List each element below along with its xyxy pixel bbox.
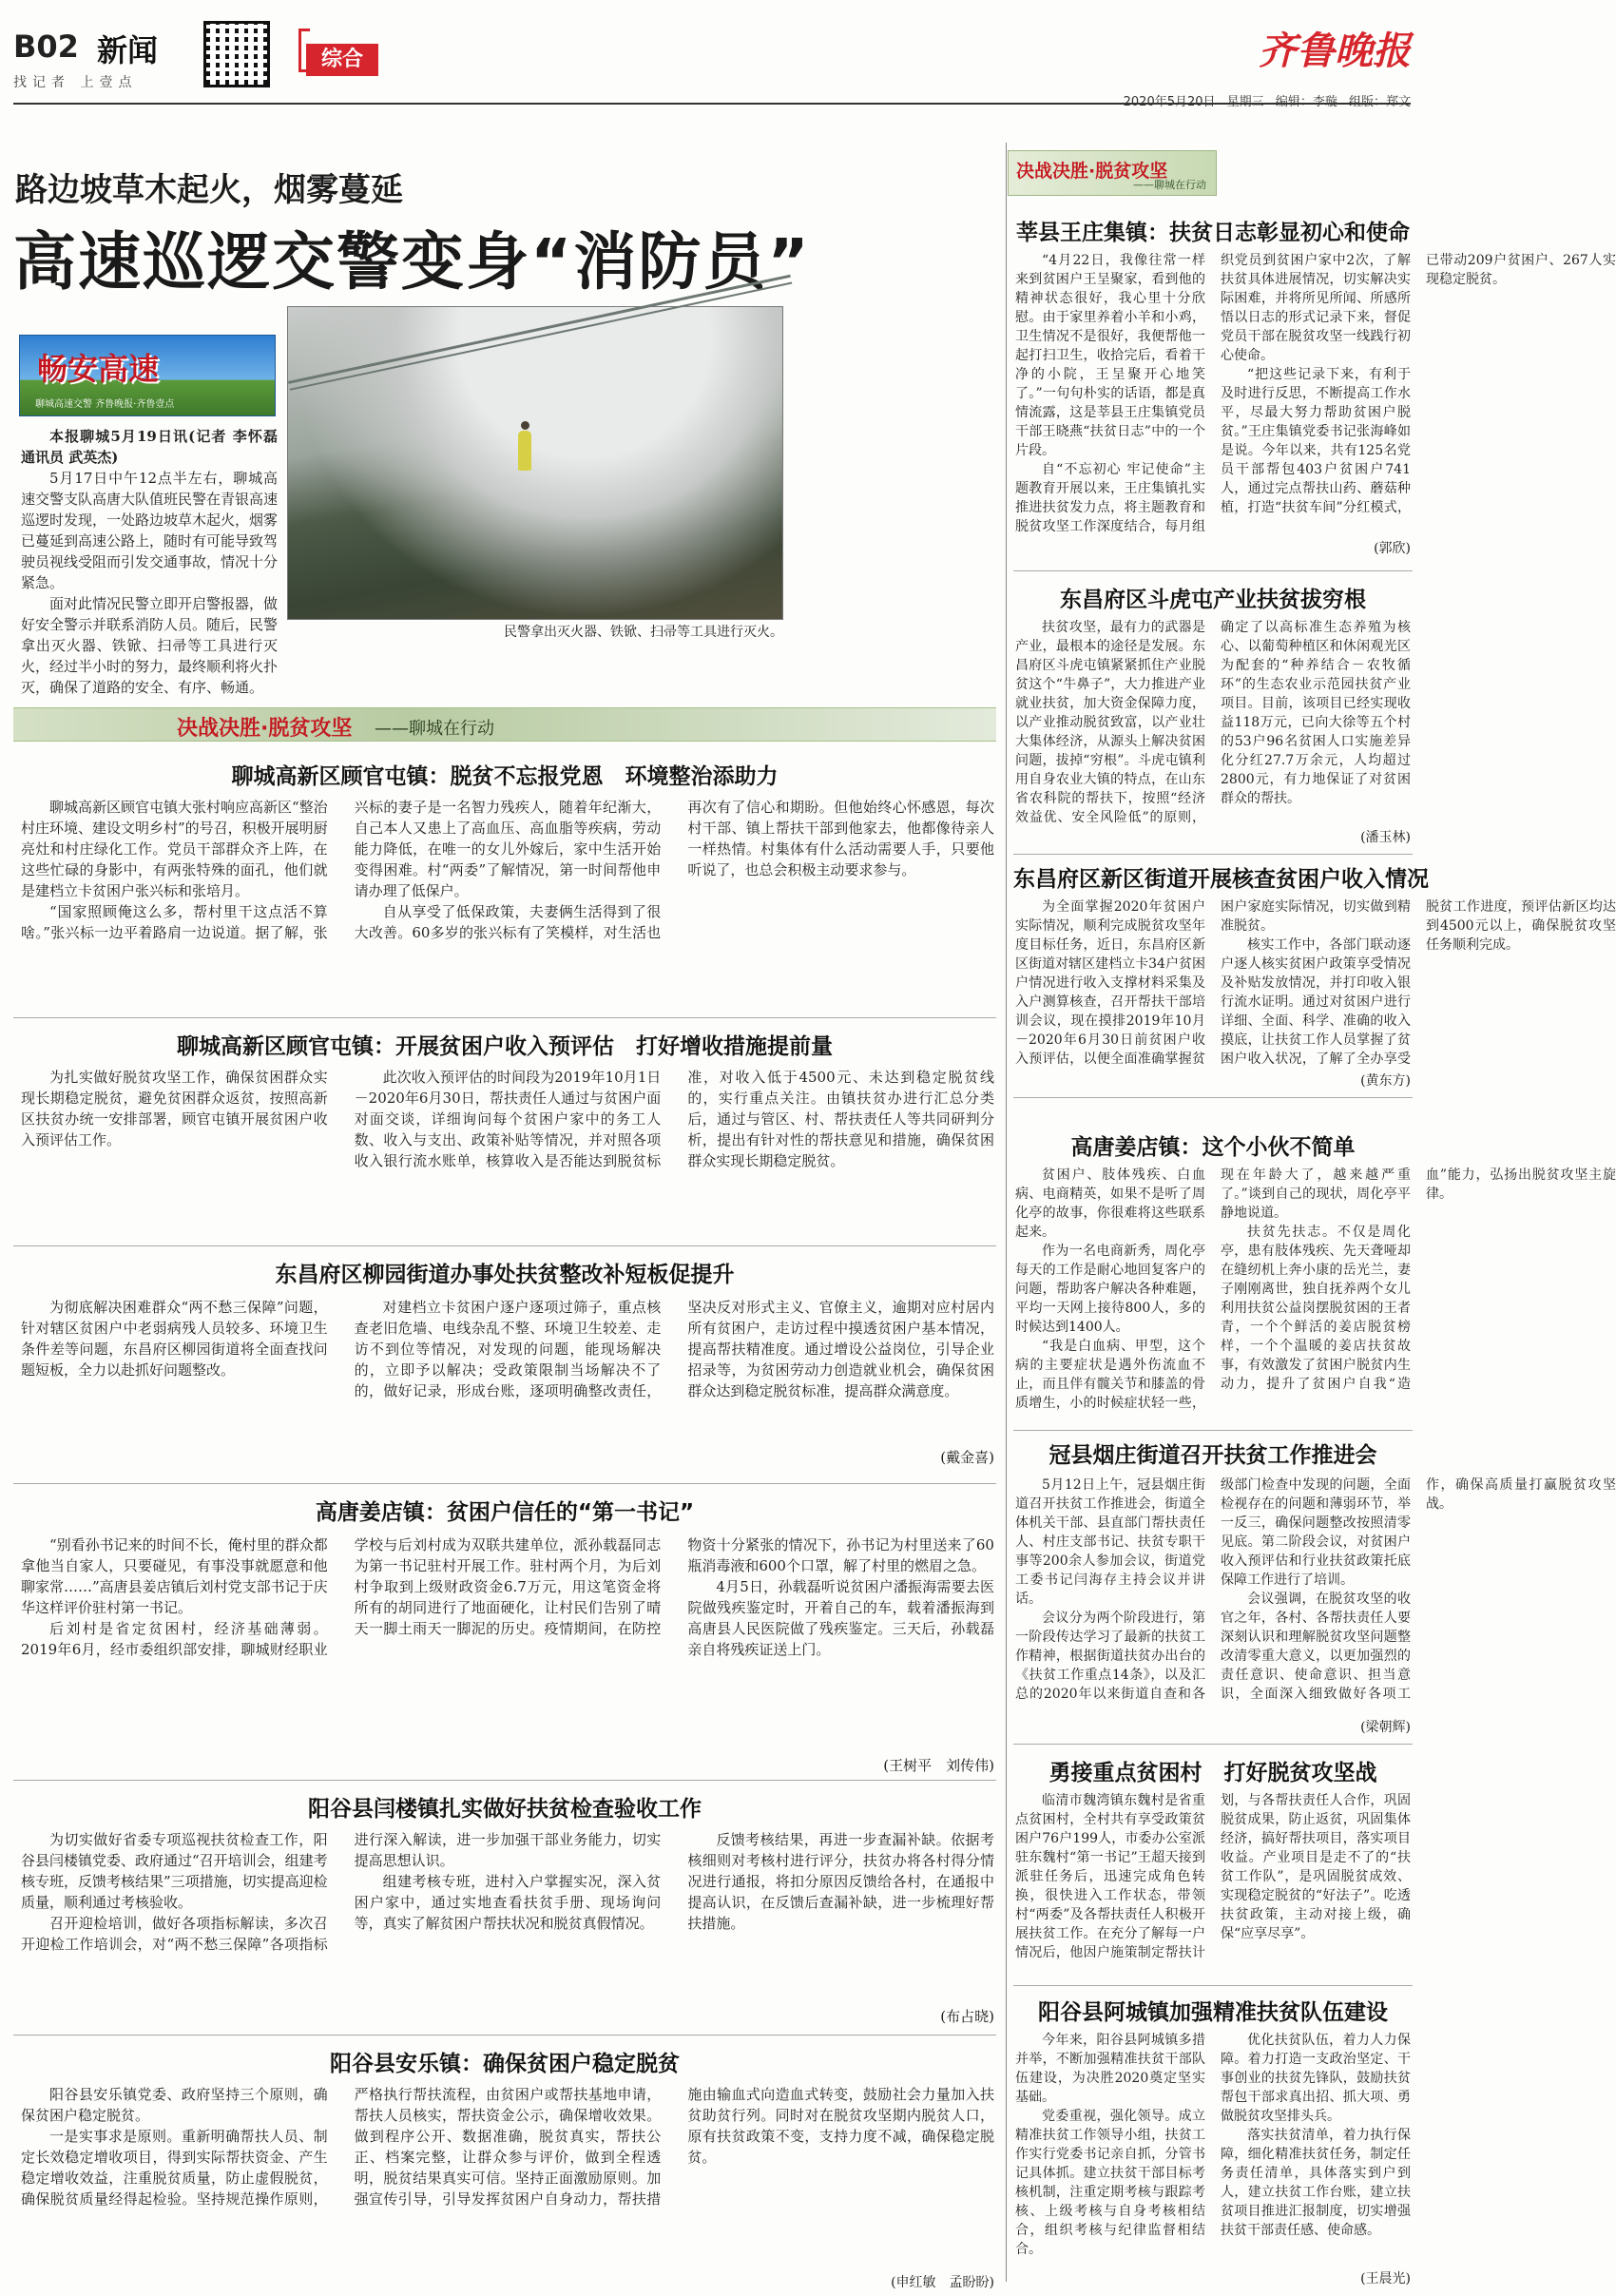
article-paragraph: “我是白血病、甲型，这个病的主要症状是遇外伤流血不止，而且伴有髋关节和膝盖的骨质增生，小的时候症状轻一些，现在年龄大了，越来越严重了。”谈到自己的现状，周化亭平静地说道。	[1015, 1167, 1411, 1411]
article-title: 东昌府区柳园街道办事处扶贫整改补短板促提升	[275, 1263, 735, 1287]
qr-code-icon	[203, 21, 270, 87]
article-paragraph: 为扎实做好脱贫攻坚工作，确保贫困群众实现长期稳定脱贫，避免贫困群众返贫，按照高新区扶贫办统一安排部署，顾官屯镇开展贫困户收入预评估工作。	[21, 1069, 328, 1148]
article-paragraph: 自“不忘初心 牢记使命”主题教育开展以来，王庄集镇扎实推进扶贫发力点，将主题教育和脱贫攻坚工作深度结合，每月组织党员到贫困户家中2次，了解扶贫具体进展情况，切实解决实际困难，并将所见所闻、所感所悟以日志的形式记录下来，督促党员干部在脱贫攻坚一线践行初心使命。	[1015, 253, 1411, 534]
category-tag: 综合	[306, 44, 378, 76]
article-author: (黄东方)	[1360, 1073, 1411, 1089]
section-rule	[1013, 1430, 1413, 1431]
lead-byline: 本报聊城5月19日讯(记者 李怀磊 通讯员 武英杰)	[21, 428, 278, 466]
article-title: 勇接重点贫困村 打好脱贫攻坚战	[1048, 1761, 1377, 1785]
article-paragraph: 此次收入预评估的时间段为2019年10月1日－2020年6月30日，帮扶责任人通过与贫困户面对面交谈，详细询问每个贫困户家中的务工人数、收入与支出、政策补贴等情况，并对照各项收入银行流水账单，核算收入是否能达到脱贫标准，对收入低于4500元、未达到稳定脱贫线的，实行重点关注。由镇扶贫办进行汇总分类后，通过与管区、村、帮扶责任人等共同研判分析，提出有针对性的帮扶意见和措施，确保贫困群众实现长期稳定脱贫。	[354, 1069, 994, 1169]
article-paragraph: 一是实事求是原则。重新明确帮扶人员、制定长效稳定增收项目，得到实际帮扶资金、产生稳定增收效益，注重脱贫质量，防止虚假脱贫，确保脱贫质量经得起检验。坚持规范操作原则，严格执行帮扶流程，由贫困户或帮扶基地申请，帮扶人员核实，帮扶资金公示，确保增收效果。做到程序公开、数据准确，脱贫真实，帮扶公正、档案完整，让群众参与评价，做到全程透明，脱贫结果真实可信。坚持正面激励原则。加强宣传引导，引导发挥贫困户自身动力，帮扶措施由输血式向造血式转变，鼓励社会力量加入扶贫助贫行列。同时对在脱贫攻坚期内脱贫人口，原有扶贫政策不变，支持力度不减，确保稳定脱贫。	[21, 2086, 994, 2208]
lead-body-col1	[21, 426, 278, 696]
article-title: 冠县烟庄街道召开扶贫工作推进会	[1048, 1443, 1377, 1468]
column-logo	[19, 335, 276, 416]
issue-meta	[1124, 91, 1411, 109]
masthead-logo: 齐鲁晚报	[1259, 29, 1411, 73]
article-author: (梁朝辉)	[1360, 1720, 1411, 1735]
article-paragraph: “国家照顾俺这么多，帮村里干这点活不算啥。”张兴标一边平着路肩一边说道。据了解，张兴标的妻子是一名智力残疾人，随着年纪渐大，自己本人又患上了高血压、高血脂等疾病，劳动能力降低，在唯一的女儿外嫁后，家中生活开始变得困难。村“两委”了解情况，第一时间帮他申请办理了低保户。	[21, 799, 662, 941]
article-author: (王晨光)	[1360, 2271, 1411, 2286]
section-motto: 找记者 上壹点	[13, 75, 138, 90]
section-rule	[13, 1483, 996, 1484]
article-body	[21, 1534, 994, 1755]
section-rule	[1013, 1097, 1413, 1098]
article-paragraph: 后刘村是省定贫困村，经济基础薄弱。2019年6月，经市委组织部安排，聊城财经职业学校与后刘村成为双联共建单位，派孙载磊同志为第一书记驻村开展工作。驻村两个月，为后刘村争取到上级财政资金6.7万元，用这笔资金将所有的胡同进行了地面硬化，让村民们告别了晴天一脚土雨天一脚泥的历史。疫情期间，在防控物资十分紧张的情况下，孙书记为村里送来了60瓶消毒液和600个口罩，解了村里的燃眉之急。	[21, 1536, 994, 1658]
header-rule	[13, 103, 1411, 105]
article-paragraph: 对建档立卡贫困户逐户逐项过筛子，重点核查老旧危墙、电线杂乱不整、环境卫生较差、走访不到位等情况，对发现的问题，能现场解决的，立即予以解决；受政策限制当场解决不了的，做好记录，形成台账，逐项明确整改责任，坚决反对形式主义、官僚主义，逾期对应村居内所有贫困户，走访过程中摸透贫困户基本情况，提高帮扶精准度。通过增设公益岗位，引导企业招录等，为贫困劳动力创造就业机会，确保贫困群众达到稳定脱贫标准，提高群众满意度。	[354, 1299, 994, 1399]
article-body	[1015, 618, 1411, 829]
article-paragraph: 落实扶贫清单，着力执行保障，细化精准扶贫任务，制定任务责任清单，具体落实到户到人，建立扶贫工作台账，建立扶贫项目推进汇报制度，切实增强扶贫干部责任感、使命感。	[1221, 2128, 1411, 2238]
article-body	[21, 1829, 994, 2004]
article-paragraph: 今年来，阳谷县阿城镇多措并举，不断加强精准扶贫干部队伍建设，为决胜2020奠定坚实基础。	[1015, 2033, 1205, 2105]
article-paragraph: 4月5日，孙载磊听说贫困户潘振海需要去医院做残疾鉴定时，开着自己的车，载着潘振海到高唐县人民医院做了残疾鉴定。三天后，孙载磊亲自将残疾证送上门。	[687, 1578, 994, 1658]
article-paragraph: 会议分为两个阶段进行，第一阶段传达学习了最新的扶贫工作精神，根据街道扶贫办出台的《扶贫工作重点14条》，以及汇总的2020年以来街道自查和各级部门检查中发现的问题，全面检视存在的问题和薄弱环节，举一反三，确保问题整改按照清零见底。第二阶段会议，对贫困户收入预评估和行业扶贫政策托底保障工作进行了培训。	[1015, 1477, 1411, 1702]
article-paragraph: 聊城高新区顾官屯镇大张村响应高新区“整治村庄环境、建设文明乡村”的号召，积极开展明厨亮灶和村庄绿化工作。党员干部群众齐上阵，在这些忙碌的身影中，有两张特殊的面孔，他们就是建档立卡贫困户张兴标和张培月。	[21, 799, 328, 899]
banner-subtitle: ——聊城在行动	[375, 719, 494, 739]
article-paragraph: 扶贫先扶志。不仅是周化亭，患有肢体残疾、先天聋哑却在缝纫机上奔小康的岳光兰，妻子刚刚离世，独自抚养两个女儿利用扶贫公益岗摆脱贫困的王者青，一个个鲜活的姜店脱贫榜样，一个个温暖的姜店扶贫故事，有效激发了贫困户脱贫内生动力，提升了贫困户自我“造血”能力，弘扬出脱贫攻坚主旋律。	[1221, 1167, 1616, 1392]
article-body	[21, 797, 994, 1008]
article-author: (戴金喜)	[940, 1449, 994, 1466]
article-body	[21, 1297, 994, 1447]
banner-title: 决战决胜·脱贫攻坚	[177, 717, 353, 741]
article-title: 聊城高新区顾官屯镇：脱贫不忘报党恩 环境整治添助力	[231, 764, 779, 789]
article-paragraph: 反馈考核结果，再进一步查漏补缺。依据考核细则对考核村进行评分，扶贫办将各村得分情况进行通报，将扣分原因反馈给各村，在通报中提高认识，在反馈后查漏补缺，进一步梳理好帮扶措施。	[687, 1831, 994, 1932]
article-paragraph: 会议强调，在脱贫攻坚的收官之年，各村、各帮扶责任人要深刻认识和理解脱贫攻坚问题整改清零重大意义，以更加强烈的责任意识、使命意识、担当意识，全面深入细致做好各项工作，确保高质量打赢脱贫攻坚战。	[1221, 1477, 1616, 1702]
article-paragraph: 为全面掌握2020年贫困户实际情况，顺利完成脱贫攻坚年度目标任务，近日，东昌府区新区街道对辖区建档立卡34户贫困户情况进行收入支撑材料采集及入户测算核查，召开帮扶干部培训会议，现在摸排2019年10月－2020年6月30日前贫困户收入预评估，以便全面准确掌握贫困户家庭实际情况，切实做到精准脱贫。	[1015, 899, 1411, 1067]
article-body	[1015, 251, 1616, 538]
article-paragraph: 为切实做好省委专项巡视扶贫检查工作，阳谷县闫楼镇党委、政府通过“召开培训会，组建考核专班，反馈考核结果”三项措施，切实提高迎检质量，顺利通过考核验收。	[21, 1831, 328, 1911]
article-title: 阳谷县安乐镇：确保贫困户稳定脱贫	[330, 2052, 680, 2076]
section-rule	[13, 1780, 996, 1781]
lead-kicker: 路边坡草木起火，烟雾蔓延	[15, 171, 403, 209]
article-paragraph: 召开迎检培训，做好各项指标解读，多次召开迎检工作培训会，对“两不愁三保障”各项指标进行深入解读，进一步加强干部业务能力，切实提高思想认识。	[21, 1831, 662, 1953]
column-logo-sub: 聊城高速交警 齐鲁晚报·齐鲁壹点	[35, 399, 175, 410]
article-author: (申红敏 孟盼盼)	[891, 2275, 994, 2290]
section-rule	[13, 1245, 996, 1246]
article-title: 高唐姜店镇：这个小伙不简单	[1070, 1135, 1356, 1160]
section-rule	[13, 2035, 996, 2036]
article-paragraph: 核实工作中，各部门联动逐户逐人核实贫困户政策享受情况及补贴发放情况，并打印收入银行流水证明。通过对贫困户进行详细、全面、科学、准确的收入摸底，让扶贫工作人员掌握了贫困户收入状况，了解了全办享受脱贫工作进度，预评估新区均达到4500元以上，确保脱贫攻坚任务顺利完成。	[1221, 899, 1616, 1067]
article-body	[21, 1067, 994, 1240]
section-rule	[1013, 570, 1413, 571]
photo-caption: 民警拿出灭火器、铁锨、扫帚等工具进行灭火。	[504, 625, 783, 640]
article-body	[1015, 1166, 1616, 1424]
article-paragraph: 阳谷县安乐镇党委、政府坚持三个原则，确保贫困户稳定脱贫。	[21, 2086, 328, 2124]
section-rule	[13, 1017, 996, 1018]
article-body	[1015, 897, 1616, 1071]
article-paragraph: 自从享受了低保政策，夫妻俩生活得到了很大改善。60多岁的张兴标有了笑模样，对生活也再次有了信心和期盼。但他始终心怀感恩，每次村干部、镇上帮扶干部到他家去，他都像待亲人一样热情。村集体有什么活动需要人手，只要他听说了，也总会积极主动要求参与。	[354, 799, 994, 941]
section-rule	[1013, 1744, 1413, 1745]
article-title: 阳谷县阿城镇加强精准扶贫队伍建设	[1038, 2000, 1388, 2025]
section-rule	[1013, 1985, 1413, 1986]
article-paragraph: “4月22日，我像往常一样来到贫困户王呈聚家，看到他的精神状态很好，我心里十分欣慰。由于家里养着小羊和小鸡，卫生情况不是很好，我便帮他一起打扫卫生，收拾完后，看着干净的小院，王呈聚开心地笑了。”一句句朴实的话语，都是真情流露，这是莘县王庄集镇党员干部王晓燕“扶贫日志”中的一个片段。	[1015, 253, 1205, 458]
article-paragraph: 党委重视，强化领导。成立精准扶贫工作领导小组，扶贫工作实行党委书记亲自抓，分管书记具体抓。建立扶贫干部目标考核机制，注重定期考核与跟踪考核、上级考核与自身考核相结合，组织考核与纪律监督相结合。	[1015, 2109, 1205, 2257]
article-title: 莘县王庄集镇：扶贫日志彰显初心和使命	[1016, 221, 1410, 245]
article-body	[1015, 1476, 1616, 1715]
article-paragraph: 为彻底解决困难群众“两不愁三保障”问题，针对辖区贫困户中老弱病残人员较多、环境卫生条件差等问题，东昌府区柳园街道将全面查找问题短板，全力以赴抓好问题整改。	[21, 1299, 328, 1379]
officer-figure	[518, 431, 531, 471]
campaign-banner-wide	[13, 707, 996, 742]
article-body	[21, 2084, 994, 2274]
article-title: 高唐姜店镇：贫困户信任的“第一书记”	[315, 1500, 695, 1525]
column-logo-title: 畅安高速	[37, 351, 160, 387]
article-paragraph: “把这些记录下来，有利于及时进行反思，不断提高工作水平，尽最大努力帮助贫困户脱贫。”王庄集镇党委书记张海峰如是说。今年以来，共有125名党员干部帮包403户贫困户741人，通过完点帮扶山药、蘑菇种植，打造“扶贫车间”分红模式，已带动209户贫困户、267人实现稳定脱贫。	[1221, 253, 1616, 515]
lead-paragraph: 面对此情况民警立即开启警报器，做好安全警示并联系消防人员。随后，民警拿出灭火器、铁锨、扫帚等工具进行灭火，经过半小时的努力，最终顺利将火扑灭，确保了道路的安全、有序、畅通。	[21, 595, 279, 696]
article-author: (潘玉林)	[1360, 830, 1411, 845]
banner-subtitle: ——聊城在行动	[1133, 179, 1206, 191]
article-paragraph: 贫困户、肢体残疾、白血病、电商精英，如果不是听了周化亭的故事，你很难将这些联系起来。	[1015, 1167, 1205, 1240]
article-title: 阳谷县闫楼镇扎实做好扶贫检查验收工作	[308, 1797, 702, 1822]
banner-title: 决战决胜·脱贫攻坚	[1016, 161, 1168, 182]
campaign-banner-small	[1008, 150, 1217, 196]
article-title: 东昌府区斗虎屯产业扶贫拔穷根	[1060, 588, 1366, 612]
article-paragraph: 扶贫攻坚，最有力的武器是产业，最根本的途径是发展。东昌府区斗虎屯镇紧紧抓住产业脱贫这个“牛鼻子”，大力推进产业就业扶贫，加大资金保障力度，以产业推动脱贫致富，以产业壮大集体经济，从源头上解决贫困问题，拔掉“穷根”。斗虎屯镇利用自身农业大镇的特点，在山东省农科院的帮扶下，按照“经济效益优、安全风险低”的原则，确定了以高标准生态养殖为核心、以葡萄种植区和休闲观光区为配套的“种养结合－农牧循环”的生态农业示范园扶贫产业项目。目前，该项目已经实现收益118万元，已向大徐等五个村的53户96名贫困人口实施差异化分红27.7万余元，人均超过2800元，有力地保证了对贫困群众的帮扶。	[1015, 620, 1411, 825]
article-paragraph: 优化扶贫队伍，着力人力保障。着力打造一支政治坚定、干事创业的扶贫先锋队，鼓励扶贫帮包干部求真出招、抓大项、勇做脱贫攻坚排头兵。	[1221, 2033, 1411, 2124]
article-paragraph: 组建考核专班，进村入户掌握实况，深入贫困户家中，通过实地查看扶贫手册、现场询问等，真实了解贫困户帮扶状况和脱贫真假情况。	[354, 1873, 662, 1932]
article-author: (布占晓)	[940, 2008, 994, 2025]
article-paragraph: 5月12日上午，冠县烟庄街道召开扶贫工作推进会，街道全体机关干部、县直部门帮扶责任人、村庄支部书记、扶贫专职干事等200余人参加会议，街道党工委书记闫海存主持会议并讲话。	[1015, 1477, 1205, 1607]
page-header	[13, 21, 1411, 97]
lead-headline: 高速巡逻交警变身“消防员”	[13, 225, 811, 299]
article-author: (郭欣)	[1374, 541, 1411, 556]
article-paragraph: “别看孙书记来的时间不长，俺村里的群众都拿他当自家人，只要碰见，有事没事就愿意和他聊家常……”高唐县姜店镇后刘村党支部书记于庆华这样评价驻村第一书记。	[21, 1536, 328, 1616]
article-paragraph: 作为一名电商新秀，周化亭每天的工作是耐心地回复客户的问题，帮助客户解决各种难题，平均一天网上接待800人，多的时候达到1400人。	[1015, 1244, 1205, 1335]
article-title: 东昌府区新区街道开展核查贫困户收入情况	[1013, 867, 1429, 892]
article-paragraph: 临清市魏湾镇东魏村是省重点贫困村，全村共有享受政策贫困户76户199人，市委办公室派驻东魏村“第一书记”王超天接到派驻任务后，迅速完成角色转换，很快进入工作状态，带领村“两委”及各帮扶责任人积极开展扶贫工作。在充分了解每一户情况后，他因户施策制定帮扶计划，与各帮扶责任人合作，巩固脱贫成果，防止返贫，巩固集体经济，搞好帮扶项目，落实项目收益。产业项目是走不了的“扶贫工作队”，是巩固脱贫成效、实现稳定脱贫的“好法子”。吃透扶贫政策，主动对接上级，确保“应享尽享”。	[1015, 1793, 1411, 1960]
article-body	[1015, 2031, 1411, 2267]
column-divider	[1006, 143, 1007, 2282]
section-name: 新闻	[97, 32, 159, 68]
section-rule	[1013, 854, 1413, 855]
article-author: (王树平 刘传伟)	[883, 1757, 994, 1774]
page-number: B02	[13, 29, 79, 65]
article-title: 聊城高新区顾官屯镇：开展贫困户收入预评估 打好增收措施提前量	[177, 1034, 833, 1059]
lead-photo	[287, 306, 783, 620]
article-body	[1015, 1791, 1411, 1974]
lead-paragraph: 5月17日中午12点半左右，聊城高速交警支队高唐大队值班民警在青银高速巡逻时发现，一处路边坡草木起火，烟雾已蔓延到高速公路上，随时有可能导致驾驶员视线受阻而引发交通事故，情况十分紧急。	[21, 470, 279, 591]
